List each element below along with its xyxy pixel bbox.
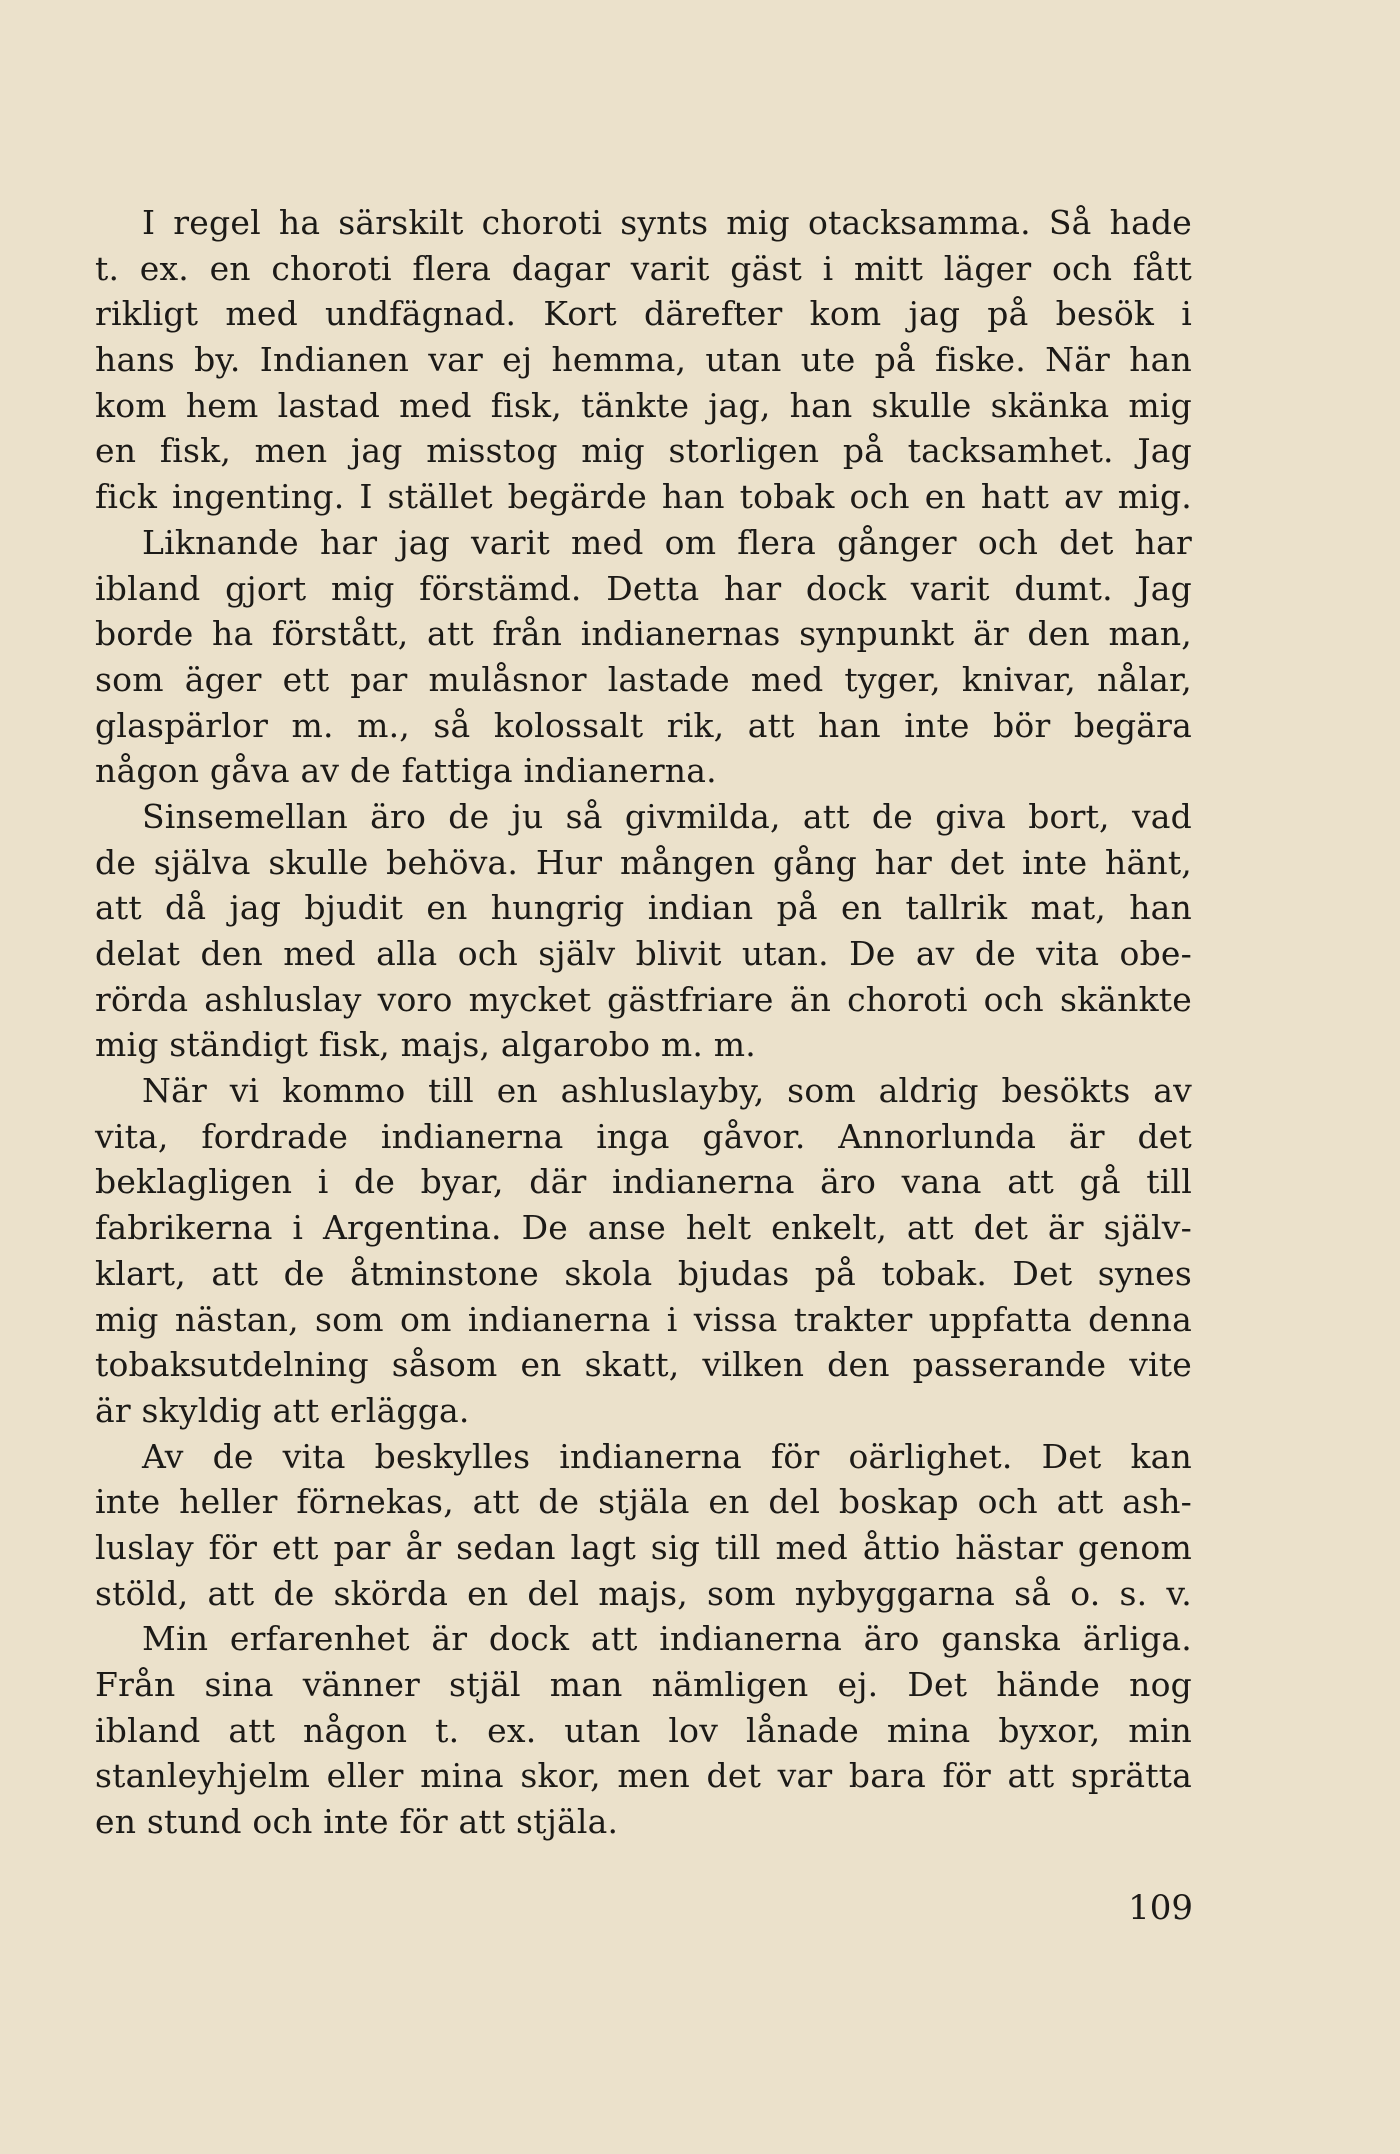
text-line: beklagligen i de byar, där indianerna äro vana att gå till xyxy=(95,1162,1192,1202)
text-line: delat den med alla och själv blivit utan. De av de vita obe- xyxy=(95,934,1192,973)
text-line: att då jag bjudit en hungrig indian på en tallrik mat, han xyxy=(95,888,1192,928)
text-line: Liknande har jag varit med om flera gånger och det har xyxy=(142,522,1192,562)
text-line: stanleyhjelm eller mina skor, men det var bara för att sprätta xyxy=(95,1756,1192,1796)
text-line: hans by. Indianen var ej hemma, utan ute på fiske. När han xyxy=(95,340,1192,380)
text-line: rikligt med undfägnad. Kort därefter kom jag på besök i xyxy=(95,294,1192,334)
text-line: Från sina vänner stjäl man nämligen ej. Det hände nog xyxy=(95,1665,1192,1704)
text-line: fabrikerna i Argentina. De anse helt enkelt, att det är själv- xyxy=(95,1208,1192,1248)
text-line: vita, fordrade indianerna inga gåvor. Annorlunda är det xyxy=(95,1116,1192,1156)
text-line: fick ingenting. I stället begärde han tobak och en hatt av mig. xyxy=(95,477,1192,517)
text-line: tobaksutdelning såsom en skatt, vilken den passerande vite xyxy=(95,1345,1192,1385)
text-line: inte heller förnekas, att de stjäla en del boskap och att ash- xyxy=(95,1482,1192,1522)
text-line: Min erfarenhet är dock att indianerna äro ganska ärliga. xyxy=(142,1619,1192,1659)
text-line: Av de vita beskylles indianerna för oärlighet. Det kan xyxy=(142,1436,1192,1476)
text-line: en fisk, men jag misstog mig storligen på tacksamhet. Jag xyxy=(95,431,1192,471)
text-line: ibland gjort mig förstämd. Detta har dock varit dumt. Jag xyxy=(95,568,1192,608)
text-line: I regel ha särskilt choroti synts mig otacksamma. Så hade xyxy=(142,203,1192,242)
text-line: rörda ashluslay voro mycket gästfriare än choroti och skänkte xyxy=(95,979,1192,1019)
page-number: 109 xyxy=(1128,1888,1193,1928)
text-line: är skyldig att erlägga. xyxy=(95,1390,470,1430)
text-line: som äger ett par mulåsnor lastade med tyger, knivar, nålar, xyxy=(95,659,1192,699)
text-line: luslay för ett par år sedan lagt sig till med åttio hästar genom xyxy=(95,1527,1192,1567)
text-line: stöld, att de skörda en del majs, som nybyggarna så o. s. v. xyxy=(95,1573,1192,1613)
text-line: någon gåva av de fattiga indianerna. xyxy=(95,751,717,791)
text-line: kom hem lastad med fisk, tänkte jag, han skulle skänka mig xyxy=(95,385,1192,425)
body-text xyxy=(95,200,1192,1845)
text-line: Sinsemellan äro de ju så givmilda, att de giva bort, vad xyxy=(142,796,1192,836)
text-line: t. ex. en choroti flera dagar varit gäst i mitt läger och fått xyxy=(95,248,1192,288)
text-line: klart, att de åtminstone skola bjudas på tobak. Det synes xyxy=(95,1253,1192,1293)
text-line: ibland att någon t. ex. utan lov lånade mina byxor, min xyxy=(95,1710,1192,1750)
text-line: När vi kommo till en ashluslayby, som aldrig besökts av xyxy=(142,1071,1192,1111)
text-line: glaspärlor m. m., så kolossalt rik, att han inte bör begära xyxy=(95,705,1192,745)
text-line: mig nästan, som om indianerna i vissa trakter uppfatta denna xyxy=(95,1299,1192,1339)
text-line: de själva skulle behöva. Hur mången gång har det inte hänt, xyxy=(95,842,1192,882)
text-line: en stund och inte för att stjäla. xyxy=(95,1802,619,1842)
text-line: borde ha förstått, att från indianernas synpunkt är den man, xyxy=(95,614,1192,654)
text-line: mig ständigt fisk, majs, algarobo m. m. xyxy=(95,1025,756,1065)
